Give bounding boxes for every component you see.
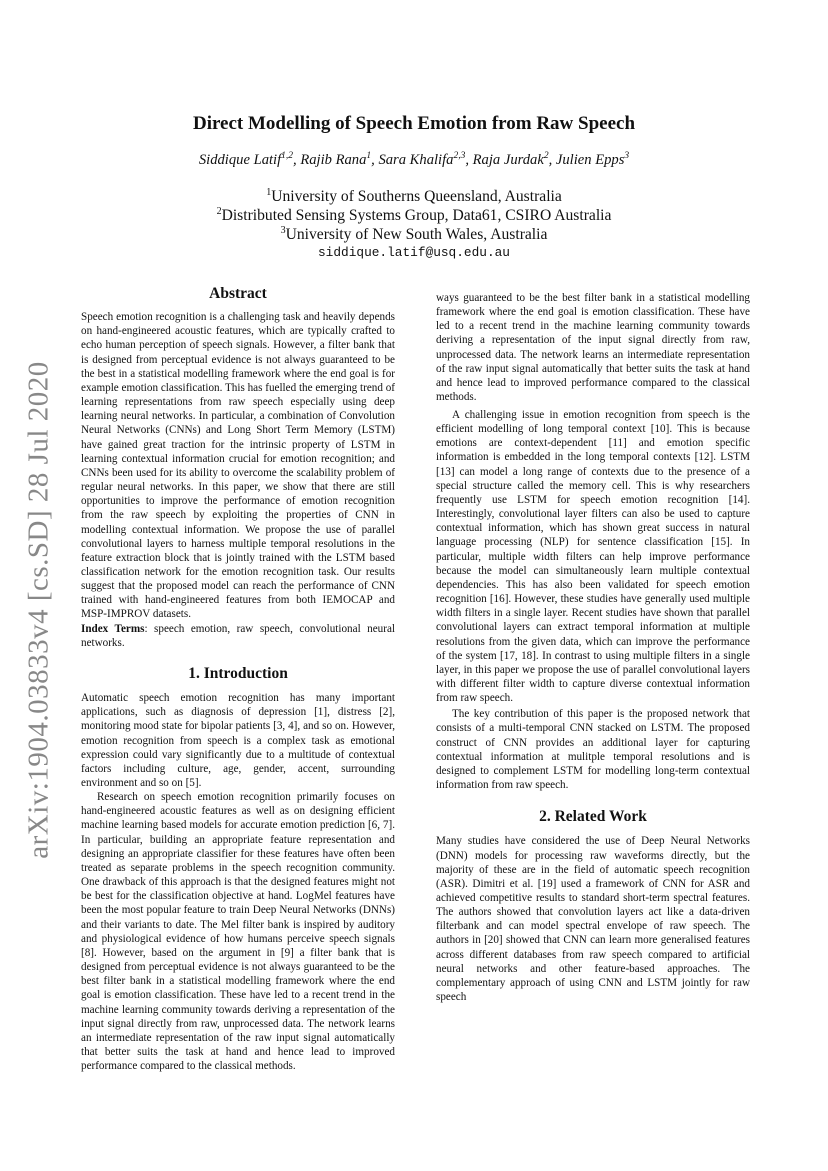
intro-paragraph-1: Automatic speech emotion recognition has many important applications, such as diagnosis of depression [1], distress [2], monitoring mood state for bipolar patients [3, 4], and so on. However, emotion recognition from speech is a complex task as emotional expression could vary significantly due to a multitude of contextual factors including culture, age, gender, accent, surrounding environment and so on [5]. (81, 692, 395, 789)
related-paragraph-1: Many studies have considered the use of Deep Neural Networks (DNN) models for processing raw waveforms directly, but the majority of these are in the field of automatic speech recognition (ASR). Dimitri et al. [19] used a framework of CNN for ASR and achieved competitive results to standard short-term spectral features. The authors showed that convolution layers act like a data-driven filterbank and can model spectral envelope of raw speech. The authors in [20] showed that CNN can learn more generalised features across different databases from raw speech compared to artificial neural networks and other feature-based approaches. The complementary approach of using CNN and LSTM jointly for raw speech (436, 835, 750, 1004)
affiliation: $^2$Distributed Sensing Systems Group, Data61, CSIRO Australia (216, 206, 612, 225)
intro-paragraph-4: The key contribution of this paper is the proposed network that consists of a multi-temporal CNN stacked on LSTM. The proposed construct of CNN provides an additional layer for capturing contextual information at mulitple temporal resolutions and is designed to complement LSTM for modelling long-term contextual information from raw speech. (436, 708, 750, 792)
right-column (436, 291, 750, 1004)
arxiv-sidebar (14, 340, 64, 880)
affiliation: $^3$University of New South Wales, Australia (280, 225, 548, 244)
abstract-text: Speech emotion recognition is a challenging task and heavily depends on hand-engineered acoustic features, which are typically crafted to echo human perception of speech signals. However, a filter bank that is designed from perceptual evidence is not always guaranteed to be the best in a statistical modelling framework where the end goal is for example emotion classification. This has fuelled the emerging trend of learning representations from raw speech especially using deep learning neural networks. In particular, a combination of Convolution Neural Networks (CNNs) and Long Short Term Memory (LSTM) have gained great traction for the intrinsic property of LSTM in learning contextual information crucial for emotion recognition; and CNNs been used for its ability to overcome the scalability problem of regular neural networks. In this paper, we show that there are still opportunities to improve the performance of emotion recognition from the raw speech by exploiting the properties of CNN in modelling contextual information. We propose the use of parallel convolutional layers to harness multiple temporal resolutions in the feature extraction block that is jointly trained with the LSTM based classification network for the emotion recognition task. Our results suggest that the proposed model can reach the performance of CNN trained with hand-engineered features from both IEMOCAP and MSP-IMPROV datasets. (81, 311, 395, 621)
author: Siddique Latif$^{1,2}$, (198, 151, 301, 168)
author: Julien Epps$^3$ (555, 151, 630, 168)
arxiv-identifier: arXiv:1904.03833v4 [cs.SD] 28 Jul 2020 (22, 361, 55, 859)
intro-paragraph-2-continued: ways guaranteed to be the best filter bank in a statistical modelling framework where the end goal is emotion classification. These have led to a recent trend in the machine learning community towards deriving a representation of the input signal directly from raw, unprocessed data. The network learns an intermediate representation of the raw input signal automatically that better suits the task at hand and hence lead to improved performance compared to the classical methods. (436, 292, 750, 404)
left-column (81, 285, 395, 1073)
affiliation: $^1$University of Southerns Queensland, Australia (266, 187, 562, 206)
paper-title: Direct Modelling of Speech Emotion from Raw Speech (192, 113, 636, 134)
author: Rajib Rana$^1$, (300, 151, 379, 168)
intro-paragraph-3: A challenging issue in emotion recognition from speech is the efficient modelling of long temporal context [10]. This is because emotions are context-dependent [11] and emotion specific information is embedded in the long temporal contexts [12]. LSTM [13] can model a long range of contexts due to the presence of a special structure called the memory cell. This is why researchers frequently use LSTM for speech emotion recognition [14]. Interestingly, convolutional layer filters can also be used to capture contextual information, which has shown great success in natural language processing (NLP) for sentence classification [15]. In particular, multiple width filters can help improve performance because the model can simultaneously learn multiple contextual dependencies. This has also been validated for speech emotion recognition [16]. However, these studies have generally used multiple width filters in a single layer. Recent studies have shown that parallel convolutional layers can extract temporal information at multiple resolutions from the given data, which can improve the performance of the system [17, 18]. In contrast to using multiple filters in a single layer, in this paper we propose the use of parallel convolutional layers with different filter width to capture diverse contextual information from raw speech. (436, 409, 750, 705)
index-terms: Index Terms: speech emotion, raw speech, convolutional neural networks. (81, 622, 395, 649)
author: Raja Jurdak$^2$, (472, 151, 556, 168)
section-heading-introduction: 1. Introduction (188, 664, 288, 682)
abstract-heading: Abstract (209, 285, 267, 302)
author-list (0, 151, 828, 169)
intro-paragraph-2: Research on speech emotion recognition primarily focuses on hand-engineered acoustic features as well as on designing efficient machine learning based models for accurate emotion prediction [6, 7]. In particular, building an appropriate feature representation and designing an appropriate classifier for these features have often been treated as separate problems in the speech recognition community. One drawback of this approach is that the designed features might not be best for the classification objective at hand. LogMel features have been the most popular feature to train Deep Neural Networks (DNNs) and their variants to date. The Mel filter bank is inspired by auditory and physiological evidence of how humans perceive speech signals [8]. However, based on the argument in [9] a filter bank that is designed from perceptual evidence is not always guaranteed to be the best filter bank in a statistical modelling framework where the end goal is emotion classification. These have led to a recent trend in the machine learning community towards deriving a representation of the input signal directly from raw, unprocessed data. The network learns an intermediate representation of the raw input signal automatically that better suits the task at hand and hence lead to improved performance compared to the classical methods. (81, 791, 395, 1073)
section-heading-related-work: 2. Related Work (539, 808, 647, 826)
author-email: siddique.latif@usq.edu.au (318, 245, 510, 260)
author: Sara Khalifa$^{2,3}$, (378, 151, 473, 168)
